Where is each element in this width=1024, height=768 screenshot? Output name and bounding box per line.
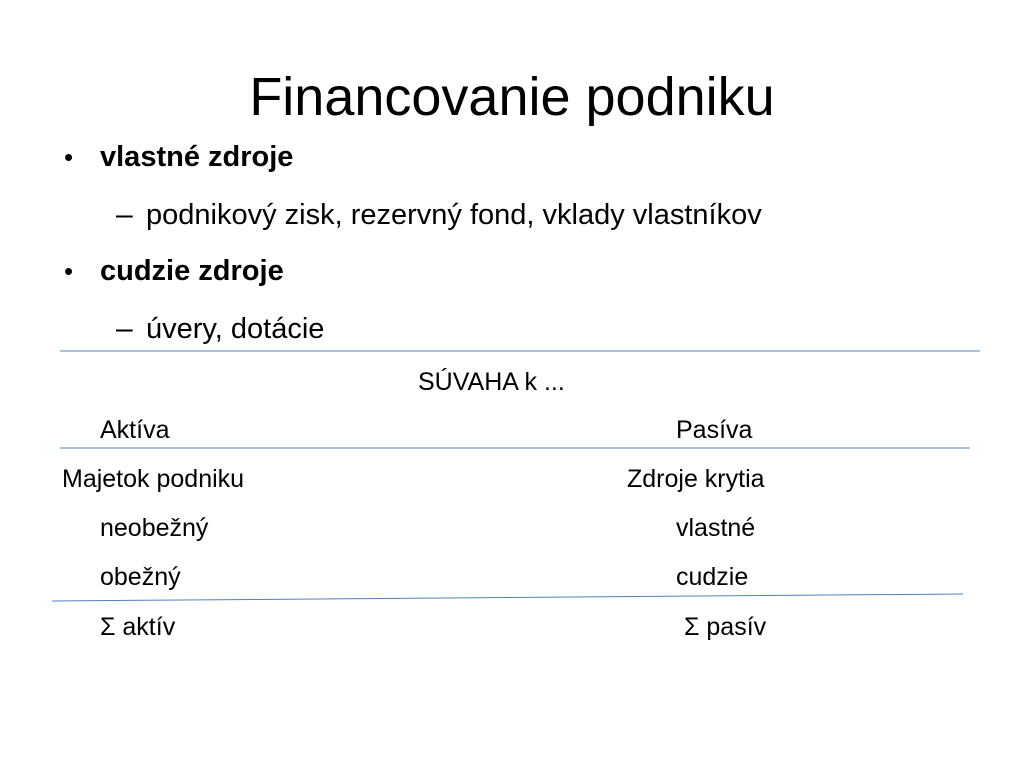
sub-bullet-own-resources-items: podnikový zisk, rezervný fond, vklady vlastníkov	[146, 199, 762, 231]
divider-line	[52, 594, 963, 601]
bullet-marker: •	[64, 142, 74, 172]
slide-title: Financovanie podniku	[249, 67, 775, 127]
liabilities-label: Pasíva	[676, 416, 753, 444]
assets-subheading: Majetok podniku	[62, 465, 245, 493]
balance-heading: SÚVAHA k ...	[418, 368, 565, 396]
assets-total-label: Σ aktív	[100, 613, 176, 641]
sub-bullet-dash: –	[116, 198, 133, 231]
bullet-foreign-resources: cudzie zdroje	[100, 255, 284, 287]
current-assets-label: obežný	[100, 563, 181, 591]
assets-label: Aktíva	[100, 416, 170, 444]
liabilities-total-label: Σ pasív	[684, 613, 767, 641]
sub-bullet-foreign-resources-items: úvery, dotácie	[146, 313, 325, 345]
bullet-own-resources: vlastné zdroje	[100, 141, 294, 173]
liabilities-subheading: Zdroje krytia	[627, 465, 765, 493]
sub-bullet-dash: –	[116, 312, 133, 345]
own-resources-label: vlastné	[676, 514, 756, 542]
bullet-marker: •	[64, 256, 74, 286]
fixed-assets-label: neobežný	[100, 514, 209, 542]
foreign-resources-label: cudzie	[676, 563, 749, 591]
